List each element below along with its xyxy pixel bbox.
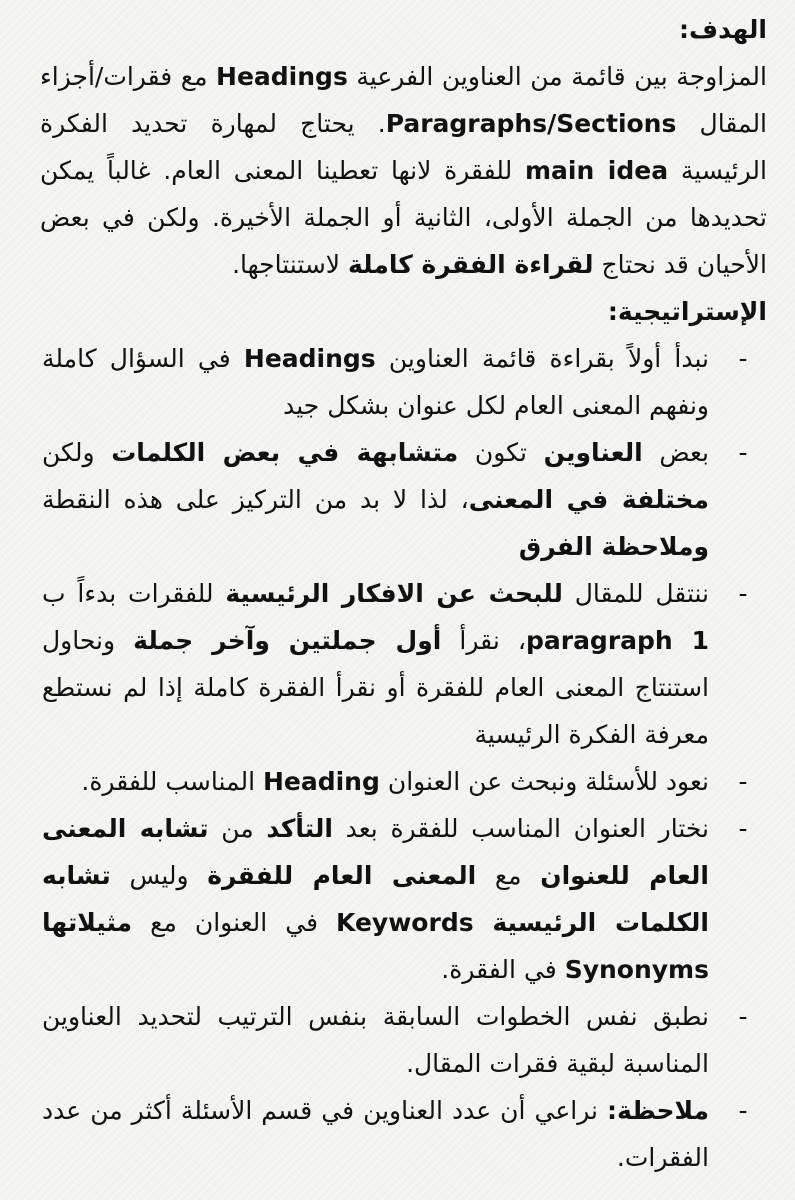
bold-text-run: main idea	[524, 156, 669, 185]
strategy-item-text	[81, 767, 709, 796]
text-run: في السؤال كاملة ونفهم المعنى العام لكل عنوان بشكل جيد	[42, 344, 709, 420]
text-run: بعض	[642, 438, 709, 467]
strategy-list	[40, 335, 767, 1181]
bold-text-run: للبحث عن الافكار الرئيسية	[225, 579, 563, 608]
bold-text-run: Paragraphs/Sections	[385, 109, 677, 138]
goal-heading: الهدف:	[679, 15, 767, 44]
text-run: ولكن	[42, 438, 112, 467]
dash-bullet: -	[738, 1096, 748, 1125]
text-run: نختار العنوان المناسب للفقرة بعد	[332, 814, 709, 843]
bold-text-run: ملاحظة:	[607, 1096, 709, 1125]
text-run: نعود للأسئلة ونبحث عن العنوان	[379, 767, 709, 796]
strategy-item-text	[42, 344, 709, 420]
strategy-item-5	[40, 805, 767, 993]
text-run: ، نقرأ	[441, 626, 526, 655]
dash-bullet: -	[738, 814, 748, 843]
text-run: من	[208, 814, 267, 843]
text-run: وليس	[110, 861, 208, 890]
strategy-item-text	[42, 438, 709, 561]
bold-text-run: التأكد	[266, 814, 333, 843]
text-run: لاستنتاجها.	[232, 250, 349, 279]
dash-bullet: -	[738, 1002, 748, 1031]
text-run: للفقرات بدءاً ب	[42, 579, 226, 608]
text-run: في العنوان مع	[132, 908, 337, 937]
bold-text-run: تشابه الكلمات الرئيسية Keywords	[42, 861, 709, 937]
bold-text-run: مختلفة في المعنى	[468, 485, 709, 514]
text-run: المزاوجة بين قائمة من العناوين الفرعية	[347, 62, 767, 91]
text-run: نبدأ أولاً بقراءة قائمة العناوين	[375, 344, 709, 373]
bold-text-run: paragraph 1	[525, 626, 709, 655]
strategy-item-text	[42, 1002, 709, 1078]
bold-text-run: أول جملتين وآخر جملة	[133, 626, 442, 655]
strategy-item-7	[40, 1087, 767, 1181]
strategy-heading: الإستراتيجية:	[607, 297, 767, 326]
text-run: نراعي أن عدد العناوين في قسم الأسئلة أكثر من عدد الفقرات.	[42, 1096, 709, 1172]
bold-text-run: Heading	[262, 767, 380, 796]
strategy-item-4	[40, 758, 767, 805]
bold-text-run: وملاحظة الفرق	[518, 532, 709, 561]
bold-text-run: العناوين	[543, 438, 643, 467]
text-run: المناسب للفقرة.	[81, 767, 263, 796]
text-run: . يحتاج لمهارة تحديد الفكرة الرئيسية	[40, 109, 767, 185]
bold-text-run: تشابه المعنى العام للعنوان	[42, 814, 709, 890]
text-run: في الفقرة.	[441, 955, 565, 984]
dash-bullet: -	[738, 767, 748, 796]
dash-bullet: -	[738, 579, 748, 608]
strategy-item-text	[42, 814, 709, 984]
dash-bullet: -	[738, 344, 748, 373]
strategy-item-text	[42, 1096, 709, 1172]
strategy-item-2	[40, 429, 767, 570]
bold-text-run: لقراءة الفقرة كاملة	[348, 250, 594, 279]
text-run: تكون	[458, 438, 544, 467]
text-run: ، لذا لا بد من التركيز على هذه النقطة	[42, 485, 469, 514]
dash-bullet: -	[738, 438, 748, 467]
bold-text-run: مثيلاتها Synonyms	[42, 908, 709, 984]
strategy-item-text	[42, 579, 709, 749]
strategy-item-1	[40, 335, 767, 429]
strategy-item-6	[40, 993, 767, 1087]
bold-text-run: Headings	[216, 62, 348, 91]
bold-text-run: Headings	[243, 344, 376, 373]
bold-text-run: متشابهة في بعض الكلمات	[111, 438, 459, 467]
text-run: نطبق نفس الخطوات السابقة بنفس الترتيب لتحديد العناوين المناسبة لبقية فقرات المقال.	[42, 1002, 709, 1078]
goal-paragraph	[40, 53, 767, 288]
strategy-item-3	[40, 570, 767, 758]
text-run: مع	[476, 861, 541, 890]
text-run: للفقرة لانها تعطينا المعنى العام. غالباً يمكن تحديدها من الجملة الأولى، الثانية أو الجملة الأخيرة. ولكن في بعض الأحيان قد نحتاج	[40, 156, 767, 279]
text-run: ونحاول استنتاج المعنى العام للفقرة أو نقرأ الفقرة كاملة إذا لم نستطع معرفة الفكرة الرئيسية	[42, 626, 709, 749]
bold-text-run: المعنى العام للفقرة	[207, 861, 477, 890]
text-run: ننتقل للمقال	[562, 579, 710, 608]
text-run: مع فقرات/أجزاء المقال	[40, 62, 768, 138]
